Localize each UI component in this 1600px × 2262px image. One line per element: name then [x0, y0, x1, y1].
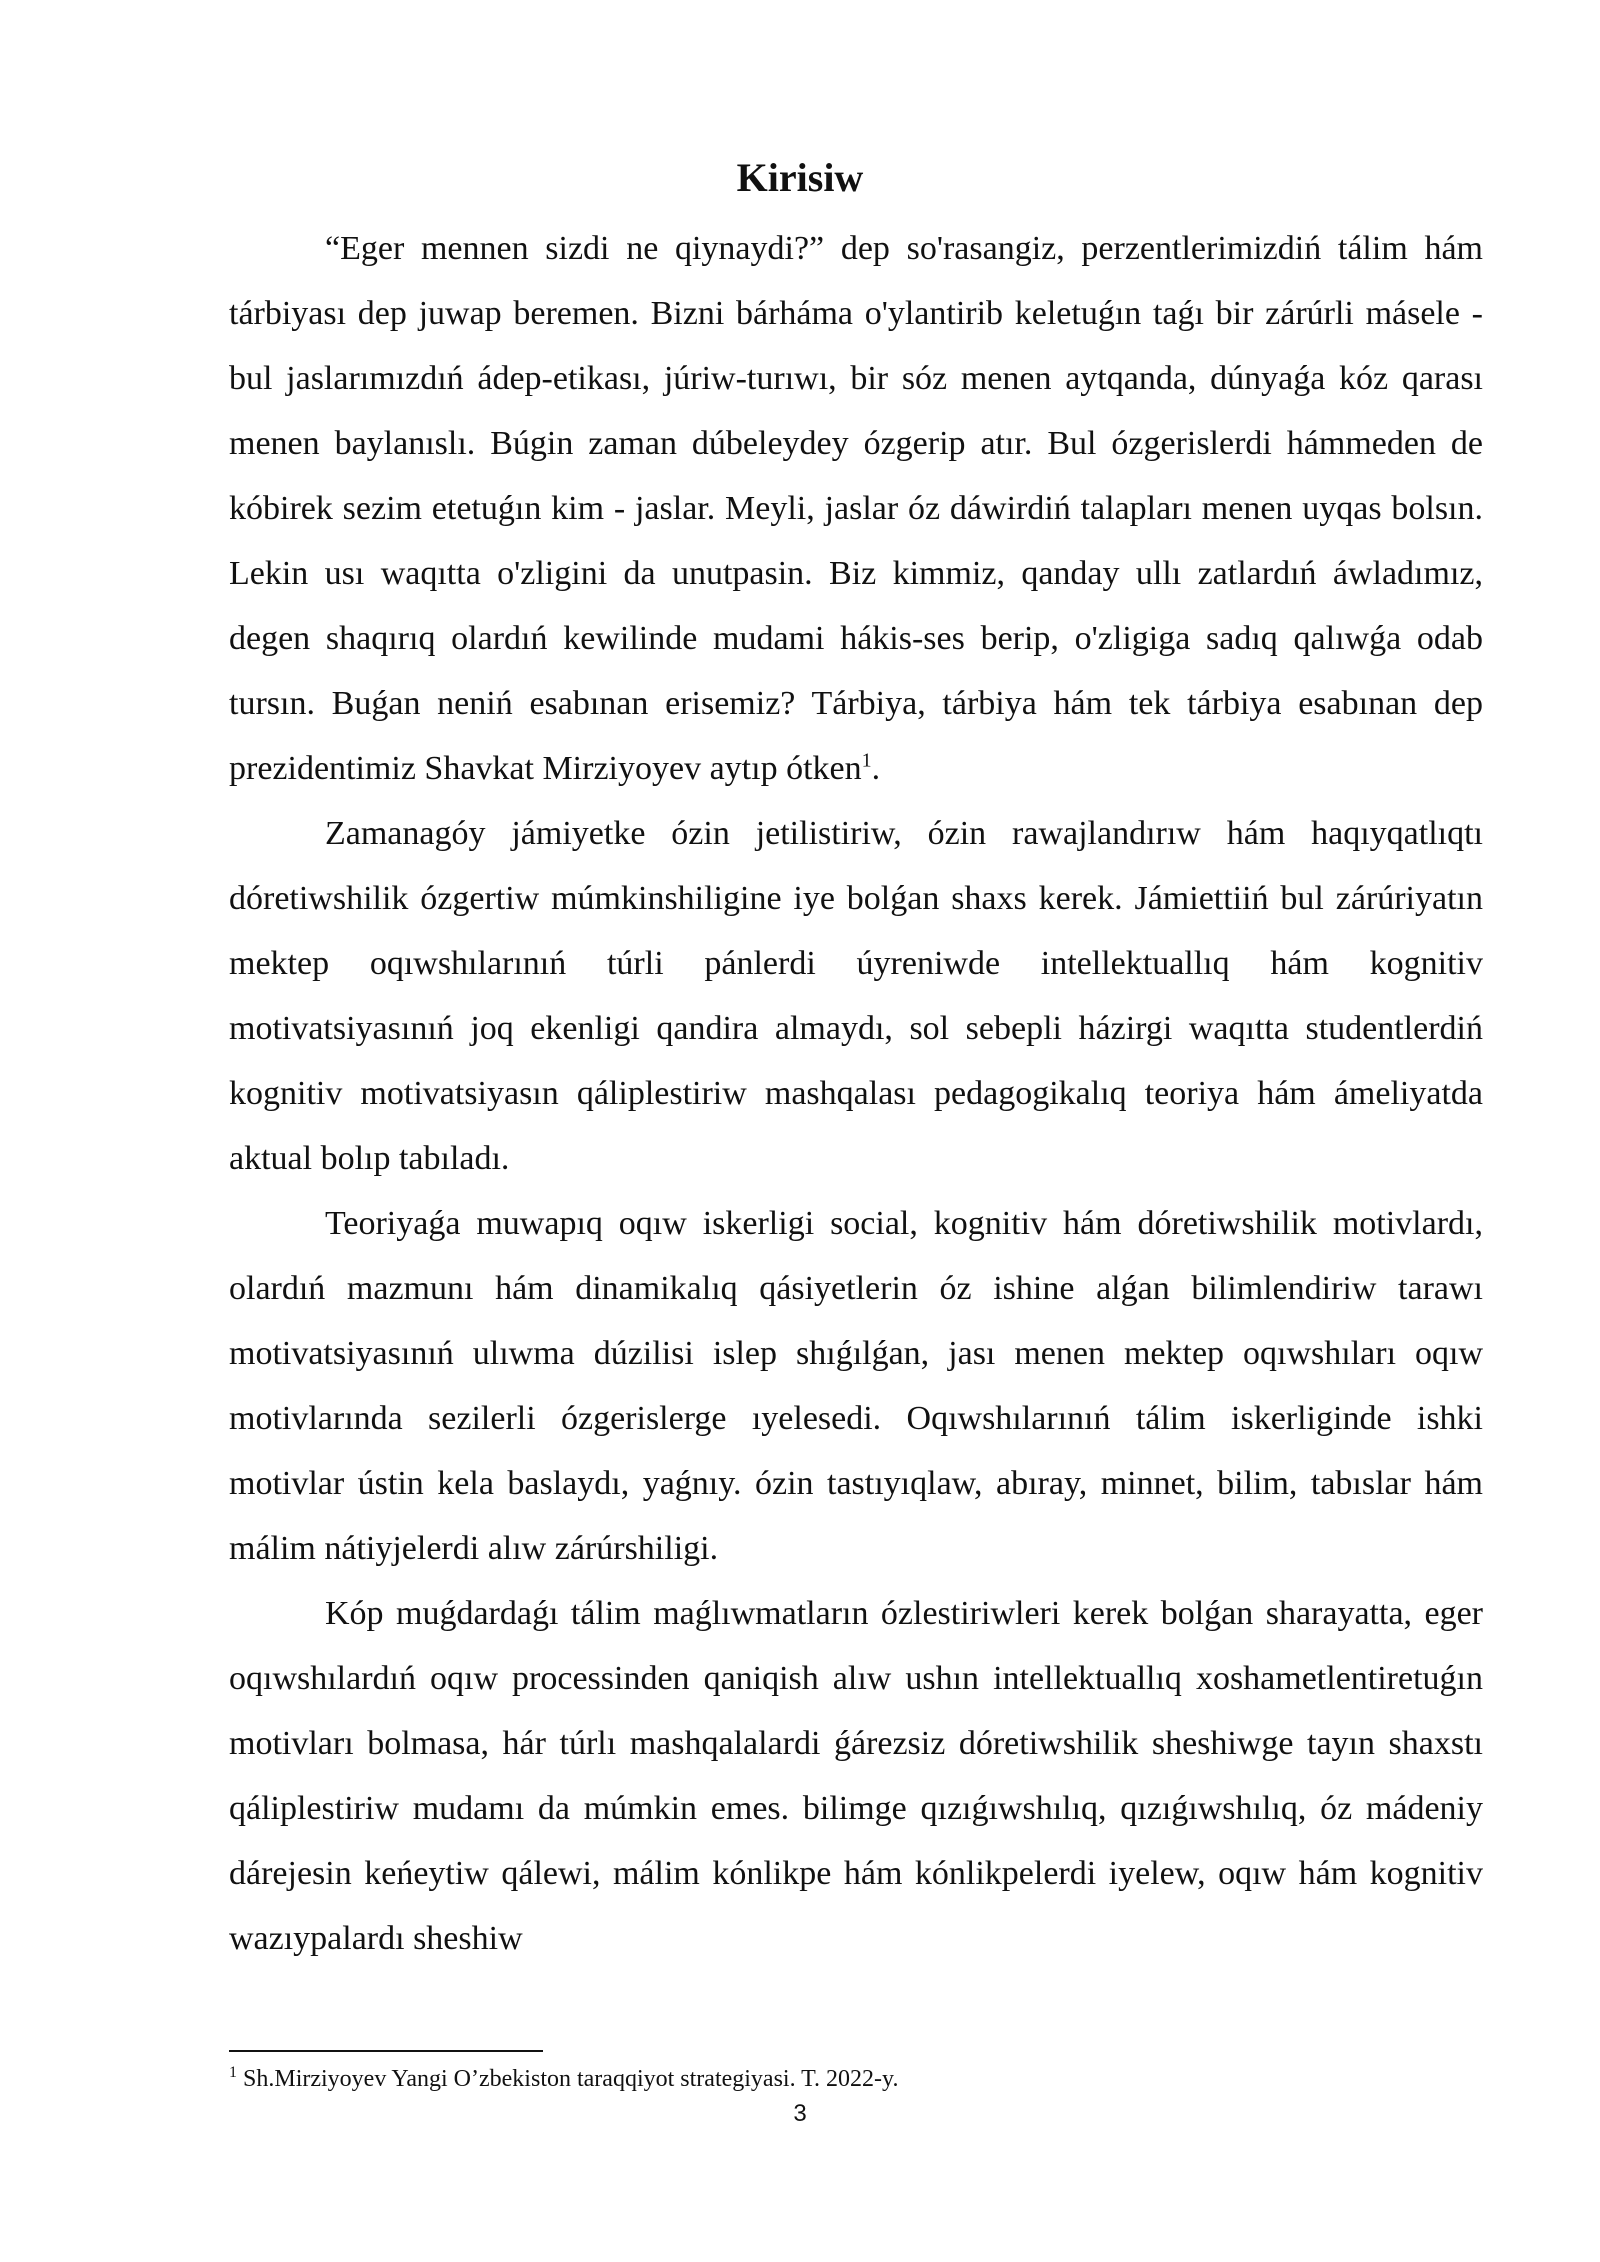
footnote — [229, 2062, 1483, 2096]
body-text — [229, 216, 1483, 1971]
footnote-reference: 1 — [861, 749, 872, 772]
page-title: Kirisiw — [736, 155, 864, 200]
page-number: 3 — [793, 2100, 807, 2127]
paragraph-1-text: “Eger mennen sizdi ne qiynaydi?” dep so'rasangiz, perzentlerimizdiń tálim hám tárbiyası dep juwap beremen. Bizni bárháma o'ylantirib keletuǵın taǵı bir zárúrli másele - bul jaslarımızdıń ádep-etikası, júriw-turıwı, bir sóz menen aytqanda, dúnyaǵa kóz qarası menen baylanıslı. Búgin zaman dúbeleydey ózgerip atır. Bul ózgerislerdi hámmeden de kóbirek sezim etetuǵın kim - jaslar. Meyli, jaslar óz dáwirdiń talapları menen uyqas bolsın. Lekin usı waqıtta o'zligini da unutpasin. Biz kimmiz, qanday ullı zatlardıń áwladımız, degen shaqırıq olardıń kewilinde mudami hákis-ses berip, o'zligiga sadıq qalıwǵa odab tursın. Buǵan neniń esabınan erisemiz? Tárbiya, tárbiya hám tek tárbiya esabınan dep prezidentimiz Shavkat Mirziyoyev aytıp ótken — [229, 230, 1483, 787]
footnote-marker: 1 — [229, 2064, 237, 2081]
paragraph-1 — [229, 216, 1483, 801]
footnote-separator — [229, 2050, 543, 2052]
paragraph-2: Zamanagóy jámiyetke ózin jetilistiriw, ózin rawajlandırıw hám haqıyqatlıqtı dóretiwshilik ózgertiw múmkinshiligine iye bolǵan shaxs kerek. Jámiettiiń bul zárúriyatın mektep oqıwshılarınıń túrli pánlerdi úyreniwde intellektuallıq hám kognitiv motivatsiyasınıń joq ekenligi qandira almaydı, sol sebepli házirgi waqıtta studentlerdiń kognitiv motivatsiyasın qáliplestiriw mashqalası pedagogikalıq teoriya hám ámeliyatda aktual bolıp tabıladı. — [229, 815, 1483, 1177]
paragraph-1-tail: . — [871, 750, 881, 787]
footnote-text: Sh.Mirziyoyev Yangi O’zbekiston taraqqiyot strategiyasi. T. 2022-y. — [237, 2066, 899, 2092]
paragraph-4: Kóp muǵdardaǵı tálim maǵlıwmatların ózlestiriwleri kerek bolǵan sharayatta, eger oqıwshılardıń oqıw processinden qaniqish alıw ushın intellektuallıq xoshametlentiretuǵın motivları bolmasa, hár túrlı mashqalalardi ǵárezsiz dóretiwshilik sheshiwge tayın shaxstı qáliplestiriw mudamı da múmkin emes. bilimge qızıǵıwshılıq, qızıǵıwshılıq, óz mádeniy dárejesin keńeytiw qálewi, málim kónlikpe hám kónlikpelerdi iyelew, oqıw hám kognitiv wazıypalardı sheshiw — [229, 1595, 1483, 1957]
paragraph-3: Teoriyaǵa muwapıq oqıw iskerligi social, kognitiv hám dóretiwshilik motivlardı, olardıń mazmunı hám dinamikalıq qásiyetlerin óz ishine alǵan bilimlendiriw tarawı motivatsiyasınıń ulıwma dúzilisi islep shıǵılǵan, jası menen mektep oqıwshıları oqıw motivlarında sezilerli ózgerislerge ıyelesedi. Oqıwshılarınıń tálim iskerliginde ishki motivlar ústin kela baslaydı, yaǵnıy. ózin tastıyıqlaw, abıray, minnet, bilim, tabıslar hám málim nátiyjelerdi alıw zárúrshiligi. — [229, 1205, 1483, 1567]
